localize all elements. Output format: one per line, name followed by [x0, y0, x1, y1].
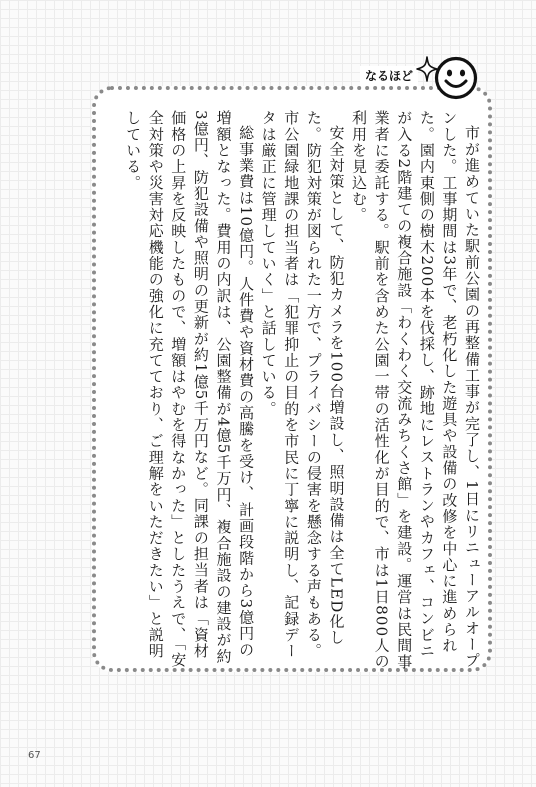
article-paragraph: 安全対策として、防犯カメラを100台増設し、照明設備は全てLED化した。防犯対策が図られた一方で、プライバシーの侵害を懸念する声もある。市公園緑地課の担当者は「犯罪抑止の目的を市民に丁寧に説明し、記録データは厳正に管理していく」と話している。 [259, 110, 346, 660]
smiley-icon [434, 56, 478, 100]
section-label: なるほど [360, 66, 418, 86]
page-number: 67 [28, 750, 41, 761]
article-body [103, 110, 483, 670]
article-paragraph: 市が進めていた駅前公園の再整備工事が完了し、1日にリニューアルオープンした。工事期間は3年で、老朽化した遊具や設備の改修を中心に進められた。園内東側の樹木200本を伐採し、跡地にレストランやカフェ、コンビニが入る2階建ての複合施設「わくわく交流みちくさ館」を建設。運営は民間事業者に委託する。駅前を含めた公園一帯の活性化が目的で、市は1日800人の利用を見込む。 [350, 110, 481, 670]
article-paragraph: 総事業費は10億円。人件費や資材費の高騰を受け、計画段階から3億円の増額となった。費用の内訳は、公園整備が4億5千万円、複合施設の建設が約3億円、防犯設備や照明の更新が約1億5千万円など。同課の担当者は「資材価格の上昇を反映したもので、増額はやむを得なかった」としたうえで、「安全対策や災害対応機能の強化に充てており、ご理解をいただきたい」と説明している。 [124, 110, 256, 668]
